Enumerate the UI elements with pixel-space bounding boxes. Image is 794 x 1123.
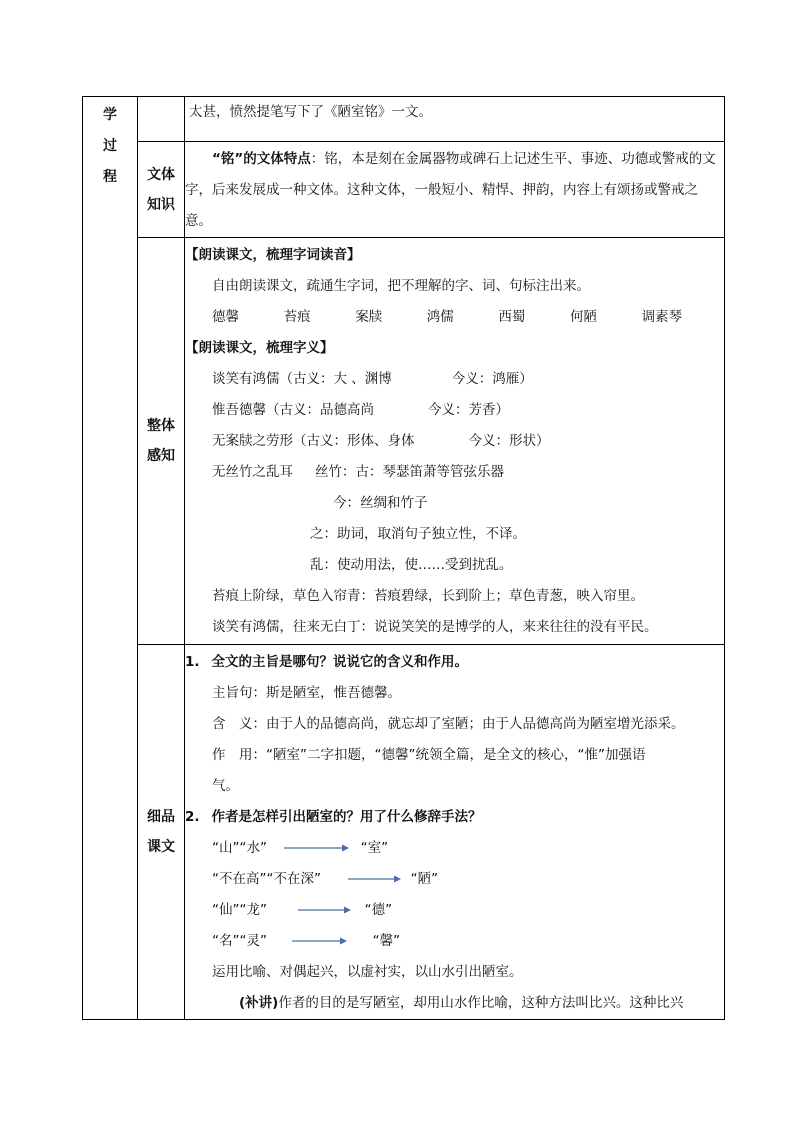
vocab-word-list bbox=[185, 302, 724, 333]
rhetoric-summary: 运用比喻、对偶起兴，以虚衬实，以山水引出陋室。 bbox=[212, 964, 523, 980]
lead-in-pair-2 bbox=[185, 864, 724, 895]
empty-label-cell bbox=[138, 97, 185, 142]
genre-paragraph: “铭”的文体特点：铭，本是刻在金属器物或碑石上记述生平、事迹、功德或警戒的文字，后来发展成一种文体。这种文体，一般短小、精悍、押韵，内容上有颂扬或警戒之意。 bbox=[185, 151, 716, 229]
label-char-1: 学 bbox=[103, 107, 117, 123]
continuation-content bbox=[185, 97, 725, 142]
theme-sentence: 主旨句：斯是陋室，惟吾德馨。 bbox=[212, 685, 401, 701]
vocab-word: 苔痕 bbox=[283, 309, 311, 325]
overall-perception-content bbox=[185, 238, 725, 645]
pair-to: “室” bbox=[360, 840, 389, 856]
arrow-right-icon bbox=[296, 905, 352, 915]
lead-in-pair-3 bbox=[185, 895, 724, 926]
pair-from: “山”“水” bbox=[212, 840, 267, 856]
meaning-explanation: 含 义：由于人的品德高尚，就忘却了室陋；由于人品德高尚为陋室增光添采。 bbox=[212, 716, 685, 732]
section-heading-meaning: 【朗读课文，梳理字义】 bbox=[185, 340, 334, 356]
meaning-line-7: 乱：使动用法，使……受到扰乱。 bbox=[310, 557, 513, 573]
genre-knowledge-label: 文体 知识 bbox=[138, 142, 185, 238]
sentence-translation-1: 苔痕上阶绿，草色入帘青：苔痕碧绿，长到阶上；草色青葱，映入帘里。 bbox=[212, 588, 644, 604]
vocab-word: 德馨 bbox=[212, 309, 239, 325]
lesson-plan-table bbox=[82, 96, 725, 1020]
question-2: 2. 作者是怎样引出陋室的？用了什么修辞手法？ bbox=[185, 809, 482, 825]
close-reading-label: 细品 课文 bbox=[138, 645, 185, 1020]
meaning-line-2: 惟吾德馨（古义：品德高尚 今义：芳香） bbox=[212, 402, 509, 418]
supplementary-note: (补讲)作者的目的是写陋室，却用山水作比喻，这种方法叫比兴。这种比兴 bbox=[239, 995, 684, 1011]
overall-perception-label: 整体 感知 bbox=[138, 238, 185, 645]
section-heading-pronunciation: 【朗读课文，梳理字词读音】 bbox=[185, 247, 361, 263]
meaning-line-3: 无案牍之劳形（古义：形体、身体 今义：形状） bbox=[212, 433, 550, 449]
function-explanation-cont: 气。 bbox=[212, 778, 239, 794]
pair-to: “德” bbox=[364, 902, 393, 918]
arrow-right-icon bbox=[290, 936, 348, 946]
question-1: 1. 全文的主旨是哪句？说说它的含义和作用。 bbox=[185, 654, 469, 670]
function-explanation: 作 用：“陋室”二字扣题，“德馨”统领全篇，是全文的核心，“惟”加强语 bbox=[212, 747, 646, 763]
meaning-line-5: 今：丝绸和竹子 bbox=[333, 495, 428, 511]
vocab-word: 西蜀 bbox=[498, 309, 526, 325]
arrow-right-icon bbox=[346, 874, 402, 884]
genre-knowledge-row bbox=[83, 142, 725, 238]
reading-instruction: 自由朗读课文，疏通生字词，把不理解的字、词、句标注出来。 bbox=[212, 278, 590, 294]
learning-process-label bbox=[83, 97, 138, 1020]
pair-to: “馨” bbox=[372, 933, 401, 949]
continuation-row bbox=[83, 97, 725, 142]
vocab-word: 何陋 bbox=[569, 309, 597, 325]
label-char-3: 程 bbox=[103, 169, 117, 185]
genre-knowledge-content bbox=[185, 142, 725, 238]
pair-from: “名”“灵” bbox=[212, 933, 267, 949]
lead-in-pair-4 bbox=[185, 926, 724, 957]
pair-from: “不在高”“不在深” bbox=[212, 871, 321, 887]
continuation-text: 太甚，愤然提笔写下了《陋室铭》一文。 bbox=[189, 104, 432, 120]
overall-perception-row bbox=[83, 238, 725, 645]
label-char-2: 过 bbox=[103, 138, 117, 154]
sentence-translation-2: 谈笑有鸿儒，往来无白丁：说说笑笑的是博学的人，来来往往的没有平民。 bbox=[212, 619, 658, 635]
lead-in-pair-1 bbox=[185, 833, 724, 864]
arrow-right-icon bbox=[282, 843, 350, 853]
meaning-line-6: 之：助词，取消句子独立性，不译。 bbox=[310, 526, 526, 542]
pair-from: “仙”“龙” bbox=[212, 902, 267, 918]
pair-to: “陋” bbox=[410, 871, 439, 887]
vocab-word: 鸿儒 bbox=[426, 309, 454, 325]
meaning-line-1: 谈笑有鸿儒（古义：大 、渊博 今义：鸿雁） bbox=[212, 371, 533, 387]
close-reading-content bbox=[185, 645, 725, 1020]
vocab-word: 调素琴 bbox=[641, 309, 683, 325]
close-reading-row bbox=[83, 645, 725, 1020]
meaning-line-4: 无丝竹之乱耳 丝竹：古：琴瑟笛萧等管弦乐器 bbox=[212, 464, 504, 480]
vocab-word: 案牍 bbox=[355, 309, 383, 325]
